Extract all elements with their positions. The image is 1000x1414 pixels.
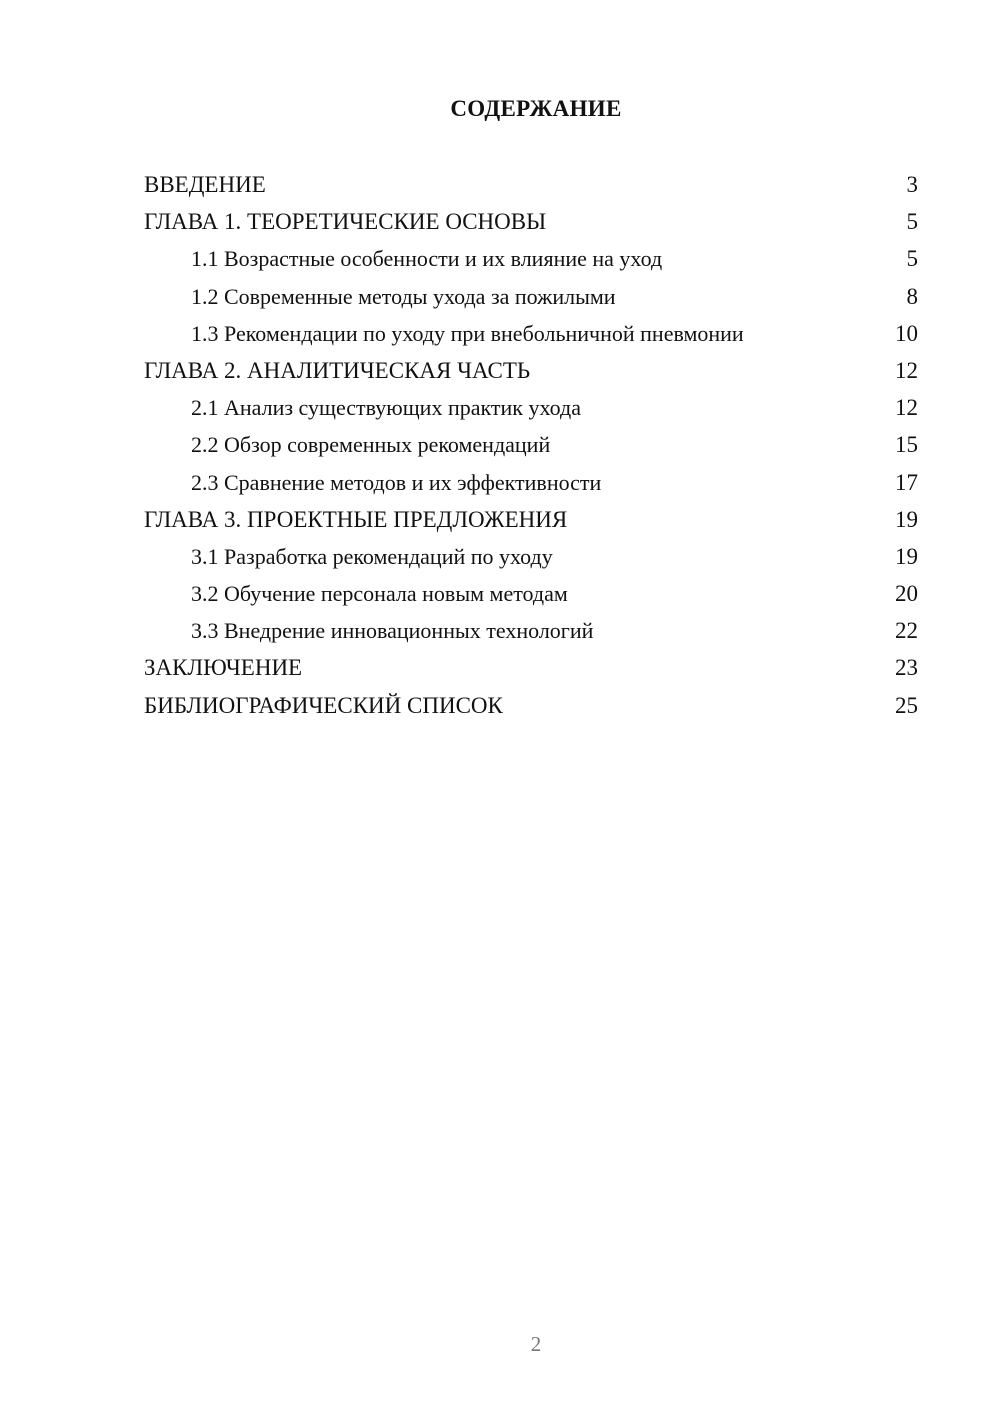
- toc-entry-page: 17: [895, 469, 918, 495]
- toc-entry-section-3-3[interactable]: [144, 612, 918, 649]
- toc-entry-conclusion[interactable]: [144, 649, 918, 686]
- toc-entry-section-2-1[interactable]: [144, 389, 918, 426]
- toc-entry-section-1-1[interactable]: [144, 240, 918, 277]
- toc-entry-label: 1.2 Современные методы ухода за пожилыми: [191, 283, 616, 309]
- toc-entry-page: 12: [895, 357, 918, 383]
- toc-entry-label: 3.1 Разработка рекомендаций по уходу: [191, 543, 553, 569]
- toc-entry-page: 10: [895, 320, 918, 346]
- toc-entry-section-1-3[interactable]: [144, 315, 918, 352]
- toc-entry-page: 19: [895, 543, 918, 569]
- toc-entry-page: 22: [895, 618, 918, 644]
- toc-entry-chapter-3[interactable]: [144, 501, 918, 538]
- toc-entry-page: 19: [895, 506, 918, 532]
- toc-entry-page: 5: [906, 246, 918, 272]
- toc-entry-page: 15: [895, 432, 918, 458]
- toc-entry-label: ГЛАВА 2. АНАЛИТИЧЕСКАЯ ЧАСТЬ: [144, 357, 531, 383]
- toc-entry-label: ЗАКЛЮЧЕНИЕ: [144, 655, 303, 681]
- toc-entry-section-1-2[interactable]: [144, 278, 918, 315]
- toc-entry-label: 3.3 Внедрение инновационных технологий: [191, 618, 594, 644]
- toc-entry-page: 20: [895, 581, 918, 607]
- toc-entry-page: 23: [895, 655, 918, 681]
- toc-entry-label: 1.3 Рекомендации по уходу при внебольничной пневмонии: [191, 320, 744, 346]
- page-title: СОДЕРЖАНИЕ: [450, 96, 622, 121]
- table-of-contents: [144, 166, 918, 724]
- toc-entry-label: 2.1 Анализ существующих практик ухода: [191, 395, 581, 421]
- toc-entry-chapter-2[interactable]: [144, 352, 918, 389]
- toc-entry-label: 2.2 Обзор современных рекомендаций: [191, 432, 551, 458]
- toc-entry-label: 3.2 Обучение персонала новым методам: [191, 581, 568, 607]
- toc-entry-page: 12: [895, 395, 918, 421]
- toc-entry-introduction[interactable]: [144, 166, 918, 203]
- toc-entry-label: 2.3 Сравнение методов и их эффективности: [191, 469, 602, 495]
- toc-entry-section-2-3[interactable]: [144, 464, 918, 501]
- toc-entry-section-3-1[interactable]: [144, 538, 918, 575]
- page-number: 2: [530, 1332, 542, 1356]
- toc-entry-chapter-1[interactable]: [144, 203, 918, 240]
- toc-entry-label: ГЛАВА 3. ПРОЕКТНЫЕ ПРЕДЛОЖЕНИЯ: [144, 506, 568, 532]
- toc-entry-page: 5: [906, 209, 918, 235]
- toc-entry-section-2-2[interactable]: [144, 426, 918, 463]
- toc-entry-page: 25: [895, 692, 918, 718]
- toc-entry-label: 1.1 Возрастные особенности и их влияние на уход: [191, 246, 663, 272]
- toc-entry-label: БИБЛИОГРАФИЧЕСКИЙ СПИСОК: [144, 692, 503, 718]
- toc-entry-page: 3: [906, 172, 918, 197]
- toc-entry-label: ВВЕДЕНИЕ: [144, 172, 266, 197]
- toc-entry-label: ГЛАВА 1. ТЕОРЕТИЧЕСКИЕ ОСНОВЫ: [144, 209, 547, 235]
- toc-entry-page: 8: [906, 283, 918, 309]
- toc-entry-bibliography[interactable]: [144, 687, 918, 724]
- toc-entry-section-3-2[interactable]: [144, 575, 918, 612]
